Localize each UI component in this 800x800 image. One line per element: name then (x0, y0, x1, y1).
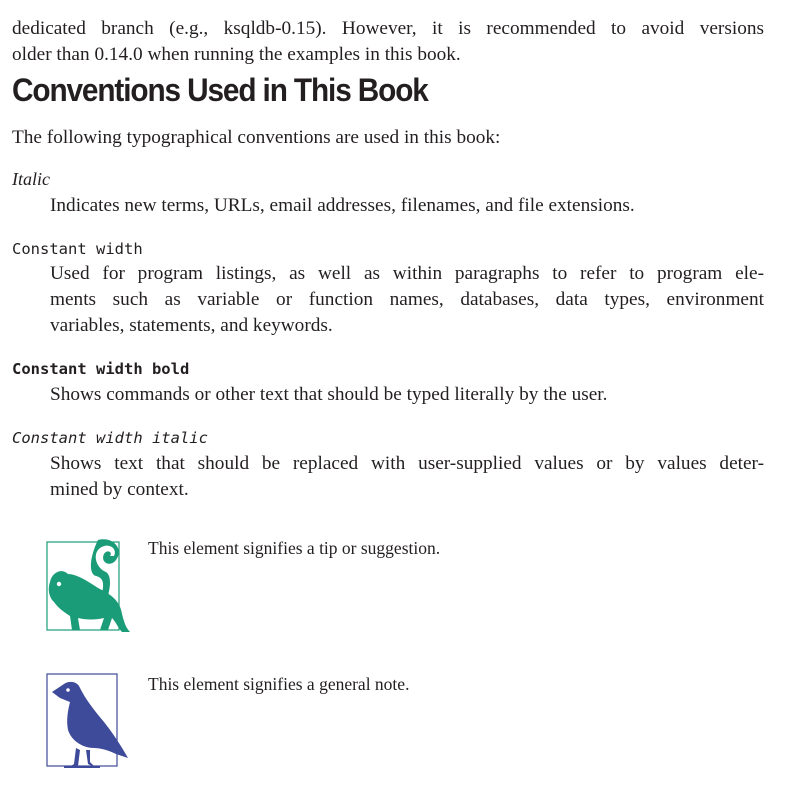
section-title: Conventions Used in This Book (12, 72, 428, 108)
description-line: Indicates new terms, URLs, email addresses, filenames, and file extensions. (50, 195, 635, 216)
description-line: ments such as variable or function names, databases, data types, environment (50, 289, 764, 310)
description-line: Shows commands or other text that should be typed literally by the user. (50, 384, 608, 405)
intro-line: older than 0.14.0 when running the examples in this book. (12, 44, 461, 66)
description-line: variables, statements, and keywords. (50, 315, 333, 336)
intro-line: dedicated branch (e.g., ksqldb-0.15). However, it is recommended to avoid versions (12, 18, 764, 40)
convention-description-italic (50, 193, 764, 219)
convention-description-constant-width-italic (50, 451, 764, 503)
convention-term-constant-width-bold: Constant width bold (12, 360, 190, 378)
tip-text: This element signifies a tip or suggestion. (148, 538, 441, 558)
intro-paragraph-tail (12, 16, 764, 68)
crow-note-icon (46, 670, 130, 774)
convention-description-constant-width (50, 261, 764, 339)
section-lead-paragraph: The following typographical conventions are used in this book: (12, 127, 501, 148)
note-text: This element signifies a general note. (148, 674, 410, 694)
convention-term-constant-width-italic: Constant width italic (12, 429, 208, 447)
convention-term-italic: Italic (12, 169, 50, 189)
description-line: mined by context. (50, 479, 189, 500)
description-line: Used for program listings, as well as within paragraphs to refer to program ele- (50, 263, 764, 284)
convention-description-constant-width-bold (50, 382, 764, 408)
description-line: Shows text that should be replaced with user-supplied values or by values deter- (50, 453, 764, 474)
convention-term-constant-width: Constant width (12, 240, 143, 258)
lemur-tip-icon (46, 536, 130, 636)
